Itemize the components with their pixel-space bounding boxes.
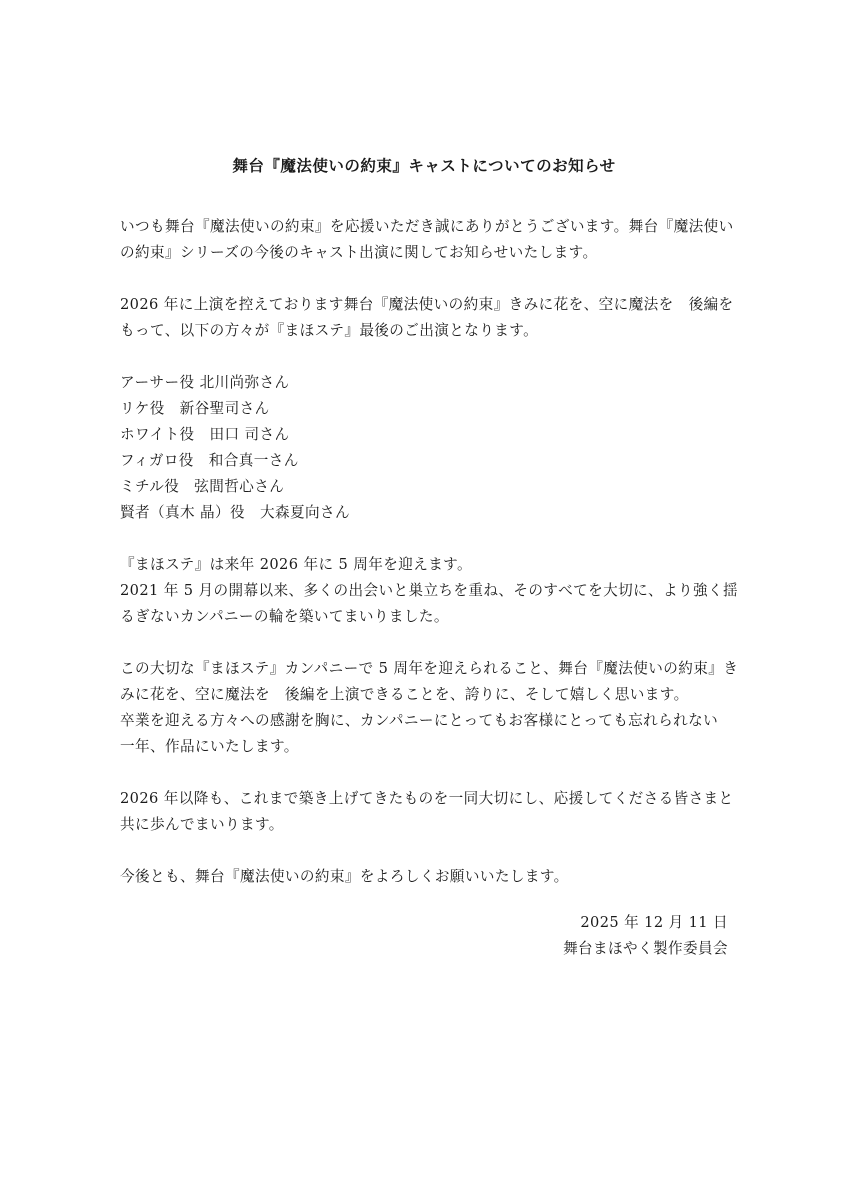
announcement-line: 2026 年に上演を控えております舞台『魔法使いの約束』きみに花を、空に魔法を 後編を (120, 296, 734, 313)
future-line: 共に歩んでまいります。 (120, 816, 284, 833)
future-line: 2026 年以降も、これまで築き上げてきたものを一同大切にし、応援してくださる皆さまと (120, 790, 734, 807)
intro-paragraph (120, 214, 732, 266)
gratitude-line: この大切な『まほステ』カンパニーで 5 周年を迎えられること、舞台『魔法使いの約束』き (120, 660, 739, 677)
announcement-paragraph (120, 292, 732, 344)
document-body (120, 214, 739, 916)
document-title: 舞台『魔法使いの約束』キャストについてのお知らせ (232, 157, 616, 175)
issuing-organization: 舞台まほやく製作委員会 (563, 940, 728, 957)
intro-line: いつも舞台『魔法使いの約束』を応援いただき誠にありがとうございます。舞台『魔法使い (120, 218, 734, 235)
gratitude-line: 一年、作品にいたします。 (120, 738, 299, 755)
cast-list-item: 賢者（真木 晶）役 大森夏向さん (120, 504, 350, 521)
anniversary-paragraph (120, 552, 739, 630)
closing-line: 今後とも、舞台『魔法使いの約束』をよろしくお願いいたします。 (120, 868, 569, 885)
anniversary-line: 『まほステ』は来年 2026 年に 5 周年を迎えます。 (120, 556, 473, 573)
cast-list-item: ホワイト役 田口 司さん (120, 426, 290, 443)
cast-list-item: リケ役 新谷聖司さん (120, 400, 270, 417)
future-paragraph (120, 786, 732, 838)
cast-list-item: ミチル役 弦間哲心さん (120, 478, 285, 495)
cast-list (120, 370, 732, 526)
anniversary-line: 2021 年 5 月の開幕以来、多くの出会いと巣立ちを重ね、そのすべてを大切に、より強く揺 (120, 582, 739, 599)
announcement-line: もって、以下の方々が『まほステ』最後のご出演となります。 (120, 322, 539, 339)
gratitude-line: みに花を、空に魔法を 後編を上演できることを、誇りに、そして嬉しく思います。 (120, 686, 689, 703)
closing-paragraph (120, 864, 732, 890)
gratitude-paragraph (120, 656, 739, 760)
gratitude-line: 卒業を迎える方々への感謝を胸に、カンパニーにとってもお客様にとっても忘れられない (120, 712, 719, 729)
anniversary-line: るぎないカンパニーの輪を築いてまいりました。 (120, 608, 449, 625)
cast-list-item: フィガロ役 和合真一さん (120, 452, 299, 469)
cast-list-item: アーサー役 北川尚弥さん (120, 374, 290, 391)
issue-date: 2025 年 12 月 11 日 (580, 914, 728, 931)
signoff-block (563, 910, 728, 962)
intro-line: の約束』シリーズの今後のキャスト出演に関してお知らせいたします。 (120, 244, 598, 261)
